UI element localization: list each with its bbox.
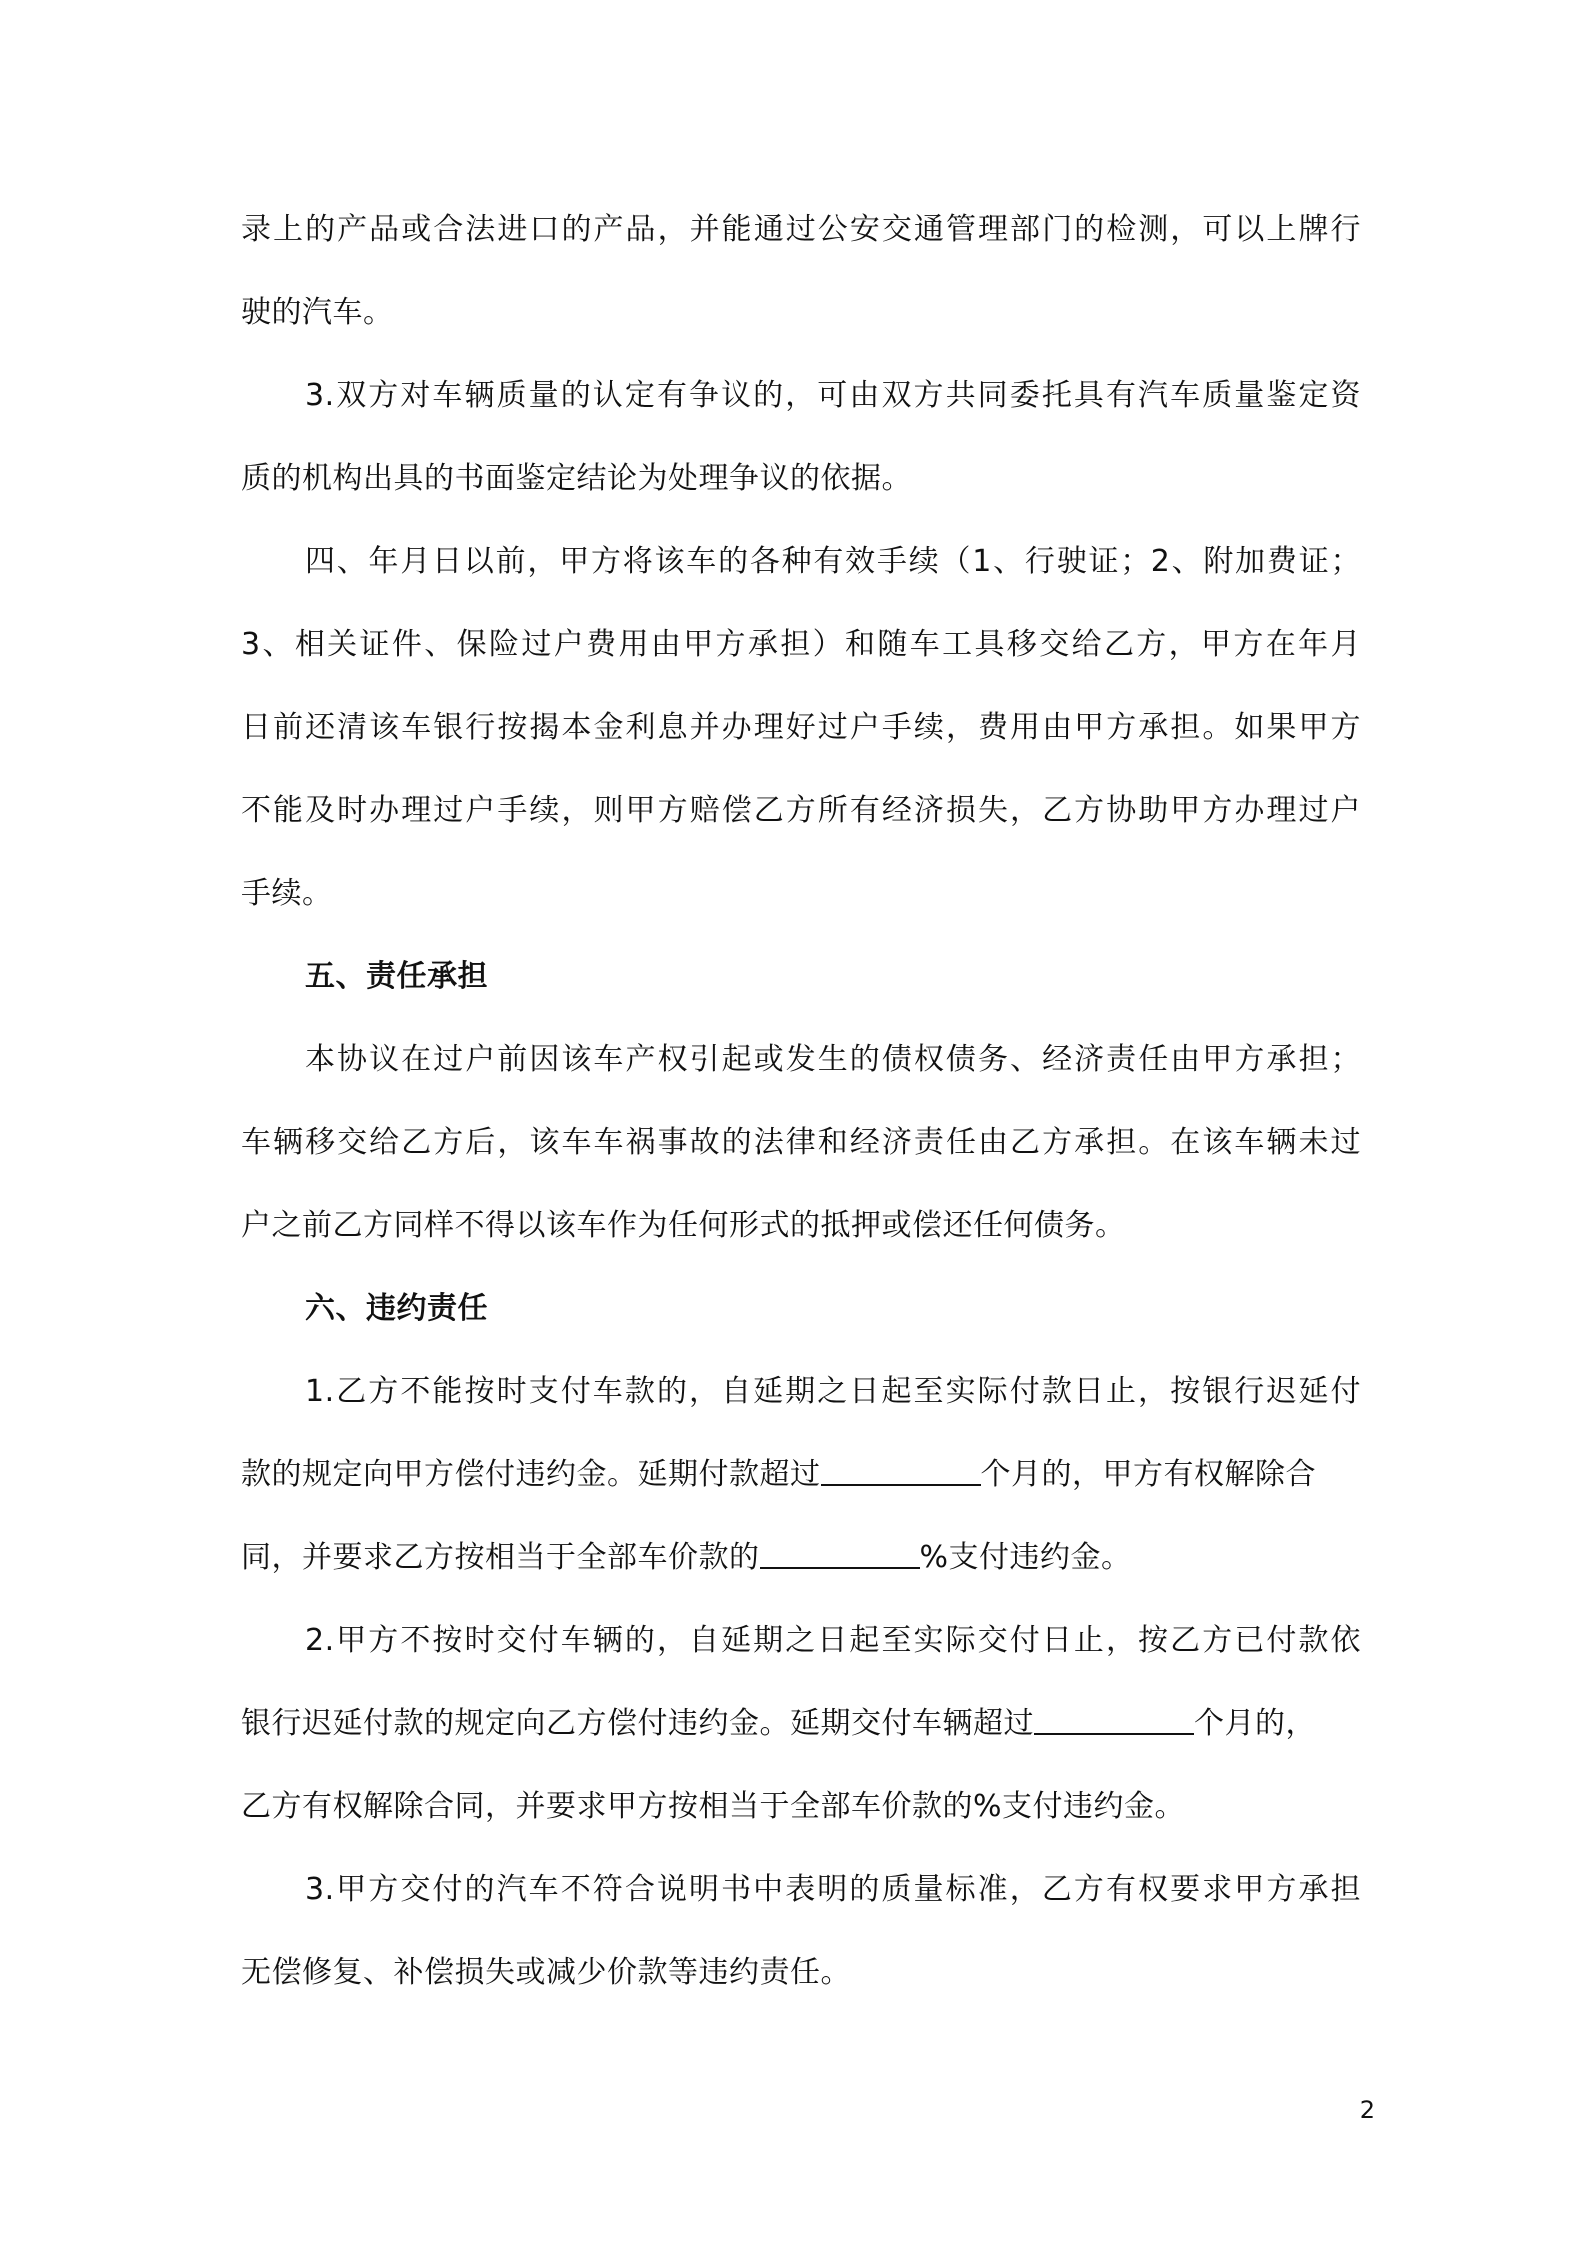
late-payment-clause-line-2 — [241, 1450, 1361, 1500]
responsibility-paragraph-line-2: 车辆移交给乙方后，该车车祸事故的法律和经济责任由乙方承担。在该车辆未过 — [241, 1125, 1361, 1160]
transfer-procedures-line-5: 手续。 — [241, 876, 333, 911]
penalty-percent-blank — [760, 1535, 920, 1569]
late-delivery-clause-line-1: 2.甲方不按时交付车辆的，自延期之日起至实际交付日止，按乙方已付款依 — [305, 1623, 1361, 1658]
late-payment-before-blank: 款的规定向甲方偿付违约金。延期付款超过 — [241, 1457, 821, 1492]
penalty-percent-before-blank: 同，并要求乙方按相当于全部车价款的 — [241, 1540, 760, 1575]
late-delivery-before-blank: 银行迟延付款的规定向乙方偿付违约金。延期交付车辆超过 — [241, 1706, 1034, 1741]
late-payment-clause-line-3 — [241, 1533, 1361, 1583]
transfer-procedures-line-2: 3、相关证件、保险过户费用由甲方承担）和随车工具移交给乙方，甲方在年月 — [241, 627, 1361, 662]
responsibility-paragraph-line-3: 户之前乙方同样不得以该车作为任何形式的抵押或偿还任何债务。 — [241, 1208, 1126, 1243]
page-number: 2 — [1359, 2096, 1375, 2124]
late-delivery-clause-line-3: 乙方有权解除合同，并要求甲方按相当于全部车价款的%支付违约金。 — [241, 1789, 1186, 1824]
quality-breach-clause-line-2: 无偿修复、补偿损失或减少价款等违约责任。 — [241, 1955, 851, 1990]
late-payment-clause-line-1: 1.乙方不能按时支付车款的，自延期之日起至实际付款日止，按银行迟延付 — [305, 1374, 1361, 1409]
breach-liability-heading: 六、违约责任 — [305, 1291, 488, 1326]
late-payment-months-blank — [821, 1452, 981, 1486]
transfer-procedures-line-4: 不能及时办理过户手续，则甲方赔偿乙方所有经济损失，乙方协助甲方办理过户 — [241, 793, 1361, 828]
continued-paragraph-line-2: 驶的汽车。 — [241, 295, 394, 330]
quality-breach-clause-line-1: 3.甲方交付的汽车不符合说明书中表明的质量标准，乙方有权要求甲方承担 — [305, 1872, 1361, 1907]
late-delivery-months-blank — [1034, 1701, 1194, 1735]
transfer-procedures-line-3: 日前还清该车银行按揭本金利息并办理好过户手续，费用由甲方承担。如果甲方 — [241, 710, 1361, 745]
late-delivery-after-blank: 个月的， — [1194, 1706, 1316, 1741]
responsibility-paragraph-line-1: 本协议在过户前因该车产权引起或发生的债权债务、经济责任由甲方承担； — [305, 1042, 1361, 1077]
quality-dispute-clause-line-2: 质的机构出具的书面鉴定结论为处理争议的依据。 — [241, 461, 912, 496]
late-payment-after-blank: 个月的，甲方有权解除合 — [980, 1457, 1316, 1492]
continued-paragraph-line-1: 录上的产品或合法进口的产品，并能通过公安交通管理部门的检测，可以上牌行 — [241, 212, 1361, 247]
penalty-percent-after-blank: %支付违约金。 — [919, 1540, 1132, 1575]
responsibility-heading: 五、责任承担 — [305, 959, 488, 994]
quality-dispute-clause-line-1: 3.双方对车辆质量的认定有争议的，可由双方共同委托具有汽车质量鉴定资 — [305, 378, 1361, 413]
transfer-procedures-line-1: 四、年月日以前，甲方将该车的各种有效手续（1、行驶证；2、附加费证； — [305, 544, 1361, 579]
late-delivery-clause-line-2 — [241, 1699, 1361, 1749]
